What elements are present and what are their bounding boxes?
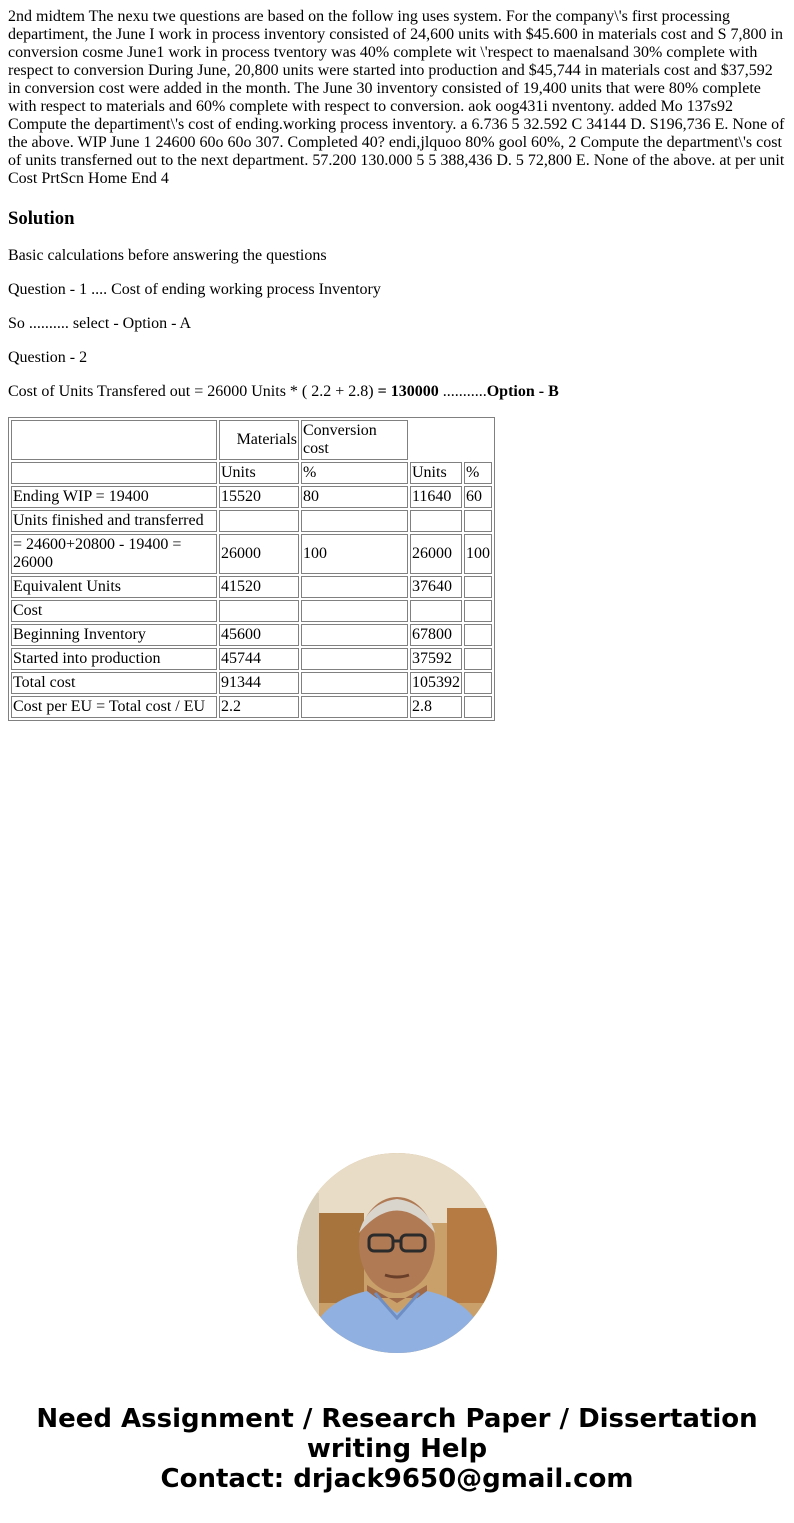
table-row [11, 534, 492, 574]
table-cell [301, 648, 408, 670]
table-cell: 67800 [410, 624, 462, 646]
table-cell: 100 [301, 534, 408, 574]
table-cell [410, 510, 462, 532]
cost-option: Option - B [486, 383, 559, 400]
table-row [11, 486, 492, 508]
table-cell: % [301, 462, 408, 484]
table-cell: Started into production [11, 648, 217, 670]
table-row [11, 648, 492, 670]
table-cell: Cost per EU = Total cost / EU [11, 696, 217, 718]
table-cell [410, 600, 462, 622]
question-1-text: Question - 1 .... Cost of ending working process Inventory [8, 281, 381, 298]
table-cell: 60 [464, 486, 492, 508]
table-row [11, 696, 492, 718]
table-cell: = 24600+20800 - 19400 = 26000 [11, 534, 217, 574]
table-cell [464, 672, 492, 694]
table-cell: 105392 [410, 672, 462, 694]
footer-contact: Contact: drjack9650@gmail.com [160, 1464, 634, 1494]
table-cell: 26000 [219, 534, 299, 574]
table-cell [11, 420, 217, 460]
table-cell: 11640 [410, 486, 462, 508]
table-cell: 100 [464, 534, 492, 574]
table-cell [219, 600, 299, 622]
table-row [11, 600, 492, 622]
table-cell: 45600 [219, 624, 299, 646]
table-cell [464, 600, 492, 622]
table-cell: 45744 [219, 648, 299, 670]
table-subheader-row [11, 462, 492, 484]
table-cell: Units [410, 462, 462, 484]
footer-line-2: writing Help [306, 1434, 488, 1464]
cost-dots: ........... [442, 383, 487, 400]
table-cell: % [464, 462, 492, 484]
author-portrait-image [297, 1153, 497, 1353]
table-cell [464, 648, 492, 670]
table-cell: 2.2 [219, 696, 299, 718]
table-cell [464, 624, 492, 646]
table-cell [301, 696, 408, 718]
footer-banner [0, 1404, 794, 1494]
table-cell [301, 510, 408, 532]
question-text: 2nd midtem The nexu twe questions are based on the follow ing uses system. For the company\'s first processing departiment, the June I work in process inventory consisted of 24,600 units with $45.600 in materials cost and S 7,800 in conversion cosme June1 work in process tventory was 40% complete wit \'respect to maenalsand 30% complete with respect to conversion During June, 20,800 units were started into production and $45,744 in materials cost and $37,592 in conversion cost were added in the month. The June 30 inventory consisted of 19,400 units that were 80% complete with respect to materials and 60% complete with respect to conversion. aok oog431i nventony. added Mo 137s92 Compute the departiment\'s cost of ending.working process inventory. a 6.736 5 32.592 C 34144 D. S196,736 E. None of the above. WIP June 1 24600 60o 60o 307. Completed 40? endi,jlquoo 80% gool 60%, 2 Compute the department\'s cost of units transferned out to the next department. 57.200 130.000 5 5 388,436 D. 5 72,800 E. None of the above. at per unit Cost PrtScn Home End 4 [8, 8, 785, 187]
table-cell: Units finished and transferred [11, 510, 217, 532]
table-cell: 37640 [410, 576, 462, 598]
table-cell: Units [219, 462, 299, 484]
cost-transferred-text [8, 383, 786, 401]
table-cell: Ending WIP = 19400 [11, 486, 217, 508]
table-cell [301, 624, 408, 646]
materials-header: Materials [219, 420, 299, 460]
table-cell: Total cost [11, 672, 217, 694]
table-row [11, 576, 492, 598]
question-2-text: Question - 2 [8, 349, 88, 366]
table-cell [301, 576, 408, 598]
table-cell [301, 672, 408, 694]
table-cell: Cost [11, 600, 217, 622]
footer-line-1: Need Assignment / Research Paper / Dissertation [36, 1404, 758, 1434]
solution-heading: Solution [8, 208, 75, 229]
table-cell: 37592 [410, 648, 462, 670]
table-cell: 91344 [219, 672, 299, 694]
table-cell: 80 [301, 486, 408, 508]
conversion-cost-header: Conversion cost [301, 420, 408, 460]
table-cell [464, 576, 492, 598]
table-cell: 26000 [410, 534, 462, 574]
table-cell: 15520 [219, 486, 299, 508]
table-cell: Equivalent Units [11, 576, 217, 598]
author-avatar [297, 1153, 497, 1353]
table-row [11, 624, 492, 646]
table-row [11, 510, 492, 532]
table-header-row [11, 420, 492, 460]
document-content [8, 8, 786, 721]
select-option-text: So .......... select - Option - A [8, 315, 192, 332]
table-cell: 41520 [219, 576, 299, 598]
basic-calculations-text: Basic calculations before answering the questions [8, 247, 327, 264]
cost-formula: Cost of Units Transfered out = 26000 Units * ( 2.2 + 2.8) [8, 383, 378, 400]
table-cell [301, 600, 408, 622]
table-cell [464, 510, 492, 532]
table-cell: 2.8 [410, 696, 462, 718]
table-cell [219, 510, 299, 532]
table-row [11, 672, 492, 694]
table-cell: Beginning Inventory [11, 624, 217, 646]
table-cell [464, 696, 492, 718]
cost-result: = 130000 [377, 383, 443, 400]
equivalent-units-table [8, 417, 495, 721]
table-cell [11, 462, 217, 484]
